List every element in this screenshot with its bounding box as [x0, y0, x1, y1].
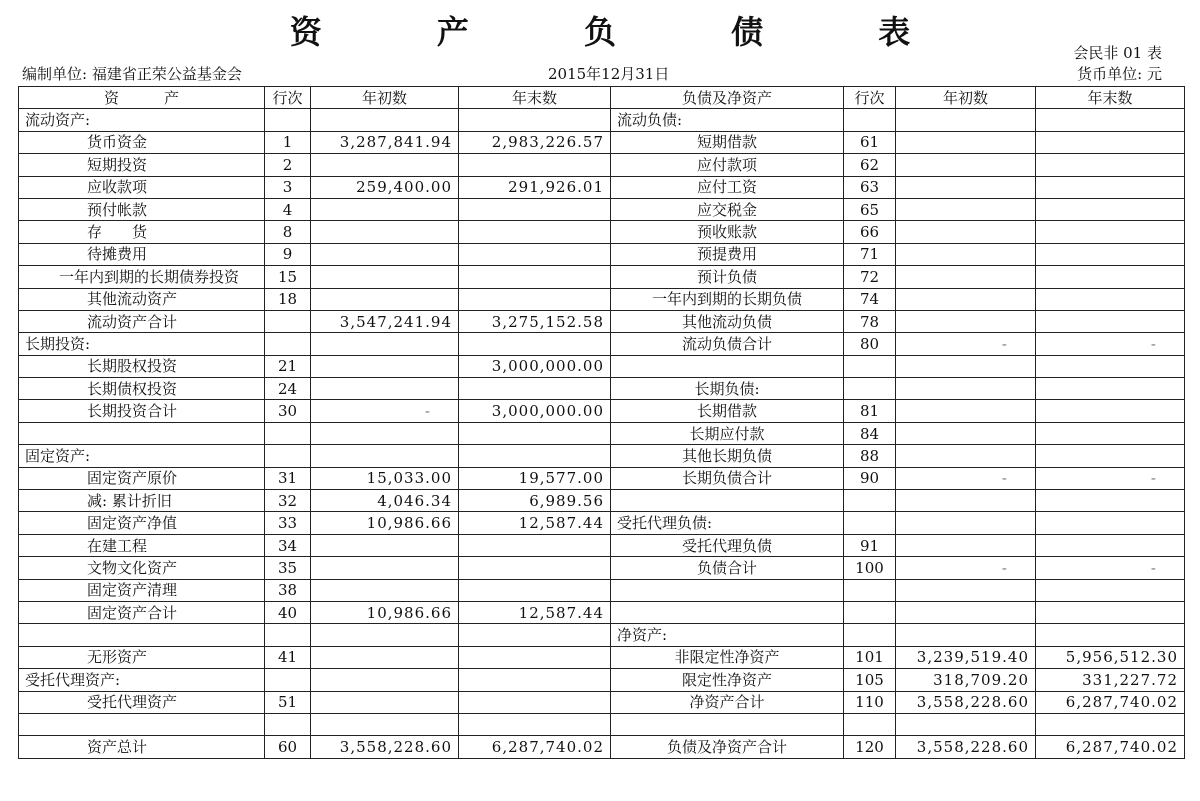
liability-begin-cell [896, 713, 1036, 735]
asset-begin-cell: 4,046.34 [311, 490, 459, 512]
table-row [19, 198, 1185, 220]
currency-unit [1077, 64, 1162, 84]
liability-name-cell: 应付款项 [611, 154, 844, 176]
liability-end-cell [1036, 400, 1185, 422]
asset-name-cell: 固定资产原价 [19, 467, 265, 489]
liability-begin-cell [896, 400, 1036, 422]
table-row [19, 109, 1185, 131]
liability-begin-cell [896, 288, 1036, 310]
asset-begin-cell [311, 154, 459, 176]
liability-begin-cell [896, 266, 1036, 288]
liability-line-no-cell: 81 [844, 400, 896, 422]
liability-begin-cell [896, 198, 1036, 220]
asset-begin-cell [311, 266, 459, 288]
liability-end-cell [1036, 131, 1185, 153]
liability-end-cell [1036, 601, 1185, 623]
asset-name-cell: 固定资产合计 [19, 601, 265, 623]
asset-line-no-cell: 32 [265, 490, 311, 512]
asset-name-cell: 受托代理资产 [19, 691, 265, 713]
liability-line-no-cell [844, 355, 896, 377]
asset-begin-cell [311, 378, 459, 400]
asset-end-cell: 3,000,000.00 [459, 400, 611, 422]
liability-name-cell: 长期借款 [611, 400, 844, 422]
header-asset: 资 产 [19, 87, 265, 109]
liability-name-cell [611, 490, 844, 512]
table-row [19, 490, 1185, 512]
liability-end-cell [1036, 266, 1185, 288]
asset-line-no-cell: 3 [265, 176, 311, 198]
preparer-unit-label: 编制单位: [22, 65, 88, 83]
liability-end-cell: 6,287,740.02 [1036, 736, 1185, 758]
asset-begin-cell [311, 646, 459, 668]
asset-name-cell [19, 422, 265, 444]
header-liability: 负债及净资产 [611, 87, 844, 109]
asset-begin-cell: 3,558,228.60 [311, 736, 459, 758]
asset-end-cell [459, 154, 611, 176]
table-row [19, 736, 1185, 758]
liability-begin-cell [896, 490, 1036, 512]
liability-name-cell: 净资产: [611, 624, 844, 646]
liability-name-cell [611, 713, 844, 735]
asset-name-cell [19, 713, 265, 735]
liability-begin-cell: 3,558,228.60 [896, 736, 1036, 758]
liability-name-cell: 长期应付款 [611, 422, 844, 444]
asset-end-cell [459, 422, 611, 444]
liability-begin-cell [896, 422, 1036, 444]
table-row [19, 646, 1185, 668]
liability-end-cell [1036, 109, 1185, 131]
asset-name-cell: 固定资产净值 [19, 512, 265, 534]
asset-begin-cell: 3,287,841.94 [311, 131, 459, 153]
asset-line-no-cell [265, 333, 311, 355]
asset-begin-cell [311, 221, 459, 243]
liability-name-cell: 受托代理负债: [611, 512, 844, 534]
liability-line-no-cell: 63 [844, 176, 896, 198]
form-code: 会民非 01 表 [1073, 44, 1162, 62]
liability-line-no-cell [844, 378, 896, 400]
asset-line-no-cell: 40 [265, 601, 311, 623]
asset-begin-cell: 10,986.66 [311, 601, 459, 623]
asset-name-cell: 短期投资 [19, 154, 265, 176]
asset-end-cell [459, 624, 611, 646]
liability-begin-cell: - [896, 557, 1036, 579]
asset-begin-cell [311, 624, 459, 646]
asset-end-cell: 291,926.01 [459, 176, 611, 198]
table-body [19, 109, 1185, 758]
liability-name-cell: 限定性净资产 [611, 669, 844, 691]
asset-end-cell [459, 669, 611, 691]
asset-name-cell: 资产总计 [19, 736, 265, 758]
liability-line-no-cell: 66 [844, 221, 896, 243]
asset-name-cell: 固定资产清理 [19, 579, 265, 601]
liability-line-no-cell: 74 [844, 288, 896, 310]
asset-name-cell: 受托代理资产: [19, 669, 265, 691]
table-row [19, 400, 1185, 422]
table-row [19, 467, 1185, 489]
liability-end-cell: 5,956,512.30 [1036, 646, 1185, 668]
preparer-unit [22, 64, 242, 84]
asset-end-cell [459, 221, 611, 243]
asset-begin-cell: 3,547,241.94 [311, 310, 459, 332]
report-date: 2015年12月31日 [548, 65, 670, 83]
asset-end-cell: 2,983,226.57 [459, 131, 611, 153]
asset-line-no-cell: 8 [265, 221, 311, 243]
asset-begin-cell: - [311, 400, 459, 422]
liability-name-cell [611, 601, 844, 623]
liability-line-no-cell: 110 [844, 691, 896, 713]
asset-name-cell: 应收款项 [19, 176, 265, 198]
table-row [19, 333, 1185, 355]
liability-end-cell [1036, 154, 1185, 176]
liability-end-cell [1036, 579, 1185, 601]
table-row [19, 176, 1185, 198]
liability-begin-cell [896, 601, 1036, 623]
asset-end-cell [459, 243, 611, 265]
asset-end-cell [459, 333, 611, 355]
liability-line-no-cell [844, 579, 896, 601]
balance-sheet-table [18, 86, 1185, 759]
liability-end-cell [1036, 624, 1185, 646]
table-header-row [19, 87, 1185, 109]
table-row [19, 669, 1185, 691]
liability-name-cell: 应付工资 [611, 176, 844, 198]
table-row [19, 713, 1185, 735]
liability-begin-cell [896, 221, 1036, 243]
liability-end-cell [1036, 534, 1185, 556]
liability-begin-cell: - [896, 333, 1036, 355]
currency-unit-value: 元 [1146, 65, 1162, 83]
liability-begin-cell: - [896, 467, 1036, 489]
liability-name-cell: 一年内到期的长期负债 [611, 288, 844, 310]
header-end-balance: 年末数 [459, 87, 611, 109]
liability-name-cell: 长期负债: [611, 378, 844, 400]
asset-end-cell [459, 288, 611, 310]
asset-end-cell: 3,000,000.00 [459, 355, 611, 377]
asset-end-cell [459, 198, 611, 220]
liability-name-cell: 预提费用 [611, 243, 844, 265]
liability-end-cell [1036, 288, 1185, 310]
asset-line-no-cell: 31 [265, 467, 311, 489]
asset-line-no-cell: 51 [265, 691, 311, 713]
liability-name-cell: 长期负债合计 [611, 467, 844, 489]
liability-name-cell: 其他长期负债 [611, 445, 844, 467]
asset-begin-cell [311, 422, 459, 444]
liability-name-cell: 负债及净资产合计 [611, 736, 844, 758]
asset-end-cell [459, 646, 611, 668]
asset-name-cell: 无形资产 [19, 646, 265, 668]
liability-line-no-cell: 100 [844, 557, 896, 579]
liability-line-no-cell: 78 [844, 310, 896, 332]
asset-line-no-cell: 35 [265, 557, 311, 579]
asset-begin-cell [311, 713, 459, 735]
asset-line-no-cell [265, 422, 311, 444]
liability-line-no-cell: 72 [844, 266, 896, 288]
asset-line-no-cell [265, 713, 311, 735]
asset-name-cell [19, 624, 265, 646]
asset-end-cell [459, 579, 611, 601]
liability-begin-cell [896, 355, 1036, 377]
liability-end-cell [1036, 198, 1185, 220]
asset-end-cell [459, 109, 611, 131]
liability-end-cell [1036, 512, 1185, 534]
asset-end-cell: 6,989.56 [459, 490, 611, 512]
liability-name-cell [611, 355, 844, 377]
liability-name-cell: 受托代理负债 [611, 534, 844, 556]
table-row [19, 131, 1185, 153]
header-end-balance: 年末数 [1036, 87, 1185, 109]
asset-name-cell: 货币资金 [19, 131, 265, 153]
liability-line-no-cell: 80 [844, 333, 896, 355]
asset-begin-cell [311, 579, 459, 601]
liability-begin-cell [896, 445, 1036, 467]
table-row [19, 557, 1185, 579]
liability-line-no-cell [844, 109, 896, 131]
asset-line-no-cell: 15 [265, 266, 311, 288]
liability-begin-cell [896, 176, 1036, 198]
asset-name-cell: 预付帐款 [19, 198, 265, 220]
liability-line-no-cell [844, 512, 896, 534]
liability-name-cell [611, 579, 844, 601]
liability-name-cell: 应交税金 [611, 198, 844, 220]
liability-begin-cell: 3,239,519.40 [896, 646, 1036, 668]
liability-line-no-cell: 101 [844, 646, 896, 668]
asset-line-no-cell [265, 624, 311, 646]
page-title: 资 产 负 债 表 [289, 13, 963, 51]
asset-begin-cell [311, 445, 459, 467]
header-begin-balance: 年初数 [311, 87, 459, 109]
asset-line-no-cell: 60 [265, 736, 311, 758]
asset-begin-cell: 15,033.00 [311, 467, 459, 489]
asset-name-cell: 长期债权投资 [19, 378, 265, 400]
asset-line-no-cell: 30 [265, 400, 311, 422]
table-row [19, 624, 1185, 646]
asset-name-cell: 文物文化资产 [19, 557, 265, 579]
liability-begin-cell [896, 154, 1036, 176]
asset-line-no-cell [265, 445, 311, 467]
liability-end-cell [1036, 490, 1185, 512]
table-row [19, 288, 1185, 310]
liability-begin-cell [896, 624, 1036, 646]
asset-name-cell: 固定资产: [19, 445, 265, 467]
liability-line-no-cell [844, 490, 896, 512]
liability-name-cell: 非限定性净资产 [611, 646, 844, 668]
liability-end-cell [1036, 310, 1185, 332]
table-row [19, 154, 1185, 176]
liability-name-cell: 流动负债: [611, 109, 844, 131]
asset-end-cell [459, 266, 611, 288]
asset-end-cell [459, 691, 611, 713]
table-row [19, 221, 1185, 243]
liability-line-no-cell: 91 [844, 534, 896, 556]
liability-line-no-cell [844, 601, 896, 623]
asset-end-cell [459, 557, 611, 579]
asset-begin-cell [311, 355, 459, 377]
asset-name-cell: 减: 累计折旧 [19, 490, 265, 512]
asset-line-no-cell [265, 669, 311, 691]
table-row [19, 355, 1185, 377]
asset-name-cell: 其他流动资产 [19, 288, 265, 310]
table-row [19, 445, 1185, 467]
liability-end-cell [1036, 713, 1185, 735]
table-row [19, 266, 1185, 288]
liability-name-cell: 净资产合计 [611, 691, 844, 713]
asset-begin-cell [311, 198, 459, 220]
table-row [19, 243, 1185, 265]
asset-line-no-cell: 38 [265, 579, 311, 601]
asset-begin-cell: 259,400.00 [311, 176, 459, 198]
asset-name-cell: 存 货 [19, 221, 265, 243]
liability-begin-cell: 3,558,228.60 [896, 691, 1036, 713]
liability-line-no-cell: 84 [844, 422, 896, 444]
asset-begin-cell: 10,986.66 [311, 512, 459, 534]
asset-line-no-cell: 4 [265, 198, 311, 220]
preparer-unit-name: 福建省正荣公益基金会 [91, 65, 242, 83]
table-row [19, 691, 1185, 713]
table-row [19, 512, 1185, 534]
asset-name-cell: 流动资产: [19, 109, 265, 131]
asset-name-cell: 长期股权投资 [19, 355, 265, 377]
asset-name-cell: 一年内到期的长期债券投资 [19, 266, 265, 288]
liability-begin-cell [896, 534, 1036, 556]
asset-begin-cell [311, 243, 459, 265]
liability-line-no-cell [844, 713, 896, 735]
asset-begin-cell [311, 691, 459, 713]
asset-end-cell: 3,275,152.58 [459, 310, 611, 332]
asset-begin-cell [311, 669, 459, 691]
asset-begin-cell [311, 109, 459, 131]
liability-name-cell: 负债合计 [611, 557, 844, 579]
liability-begin-cell: 318,709.20 [896, 669, 1036, 691]
asset-end-cell [459, 534, 611, 556]
asset-line-no-cell: 9 [265, 243, 311, 265]
liability-line-no-cell: 62 [844, 154, 896, 176]
liability-name-cell: 预计负债 [611, 266, 844, 288]
asset-end-cell: 6,287,740.02 [459, 736, 611, 758]
asset-line-no-cell: 33 [265, 512, 311, 534]
liability-end-cell [1036, 378, 1185, 400]
liability-end-cell [1036, 445, 1185, 467]
liability-name-cell: 预收账款 [611, 221, 844, 243]
header-line-no: 行次 [265, 87, 311, 109]
asset-begin-cell [311, 534, 459, 556]
liability-begin-cell [896, 310, 1036, 332]
asset-line-no-cell: 18 [265, 288, 311, 310]
liability-line-no-cell: 105 [844, 669, 896, 691]
asset-line-no-cell: 2 [265, 154, 311, 176]
asset-name-cell: 长期投资: [19, 333, 265, 355]
asset-end-cell: 19,577.00 [459, 467, 611, 489]
table-row [19, 378, 1185, 400]
currency-unit-label: 货币单位: [1077, 65, 1143, 83]
table-row [19, 579, 1185, 601]
asset-end-cell: 12,587.44 [459, 601, 611, 623]
asset-begin-cell [311, 333, 459, 355]
asset-line-no-cell: 24 [265, 378, 311, 400]
table-row [19, 310, 1185, 332]
asset-name-cell: 在建工程 [19, 534, 265, 556]
liability-line-no-cell: 88 [844, 445, 896, 467]
liability-end-cell [1036, 422, 1185, 444]
liability-line-no-cell: 65 [844, 198, 896, 220]
liability-begin-cell [896, 243, 1036, 265]
asset-line-no-cell: 21 [265, 355, 311, 377]
liability-end-cell [1036, 243, 1185, 265]
liability-line-no-cell [844, 624, 896, 646]
liability-begin-cell [896, 109, 1036, 131]
asset-name-cell: 长期投资合计 [19, 400, 265, 422]
liability-name-cell: 流动负债合计 [611, 333, 844, 355]
asset-end-cell [459, 378, 611, 400]
liability-end-cell [1036, 355, 1185, 377]
liability-end-cell: 331,227.72 [1036, 669, 1185, 691]
liability-end-cell: - [1036, 557, 1185, 579]
asset-line-no-cell [265, 109, 311, 131]
asset-line-no-cell: 1 [265, 131, 311, 153]
asset-end-cell [459, 713, 611, 735]
liability-end-cell [1036, 176, 1185, 198]
liability-begin-cell [896, 378, 1036, 400]
liability-line-no-cell: 71 [844, 243, 896, 265]
liability-begin-cell [896, 512, 1036, 534]
asset-name-cell: 流动资产合计 [19, 310, 265, 332]
asset-begin-cell [311, 557, 459, 579]
table-row [19, 601, 1185, 623]
liability-name-cell: 其他流动负债 [611, 310, 844, 332]
liability-line-no-cell: 120 [844, 736, 896, 758]
asset-line-no-cell: 41 [265, 646, 311, 668]
table-row [19, 422, 1185, 444]
liability-begin-cell [896, 579, 1036, 601]
header-begin-balance: 年初数 [896, 87, 1036, 109]
header-line-no: 行次 [844, 87, 896, 109]
liability-line-no-cell: 90 [844, 467, 896, 489]
liability-begin-cell [896, 131, 1036, 153]
asset-name-cell: 待摊费用 [19, 243, 265, 265]
liability-end-cell: 6,287,740.02 [1036, 691, 1185, 713]
liability-end-cell: - [1036, 467, 1185, 489]
asset-begin-cell [311, 288, 459, 310]
liability-end-cell [1036, 221, 1185, 243]
table-row [19, 534, 1185, 556]
asset-line-no-cell: 34 [265, 534, 311, 556]
liability-end-cell: - [1036, 333, 1185, 355]
liability-line-no-cell: 61 [844, 131, 896, 153]
liability-name-cell: 短期借款 [611, 131, 844, 153]
asset-end-cell [459, 445, 611, 467]
asset-end-cell: 12,587.44 [459, 512, 611, 534]
asset-line-no-cell [265, 310, 311, 332]
